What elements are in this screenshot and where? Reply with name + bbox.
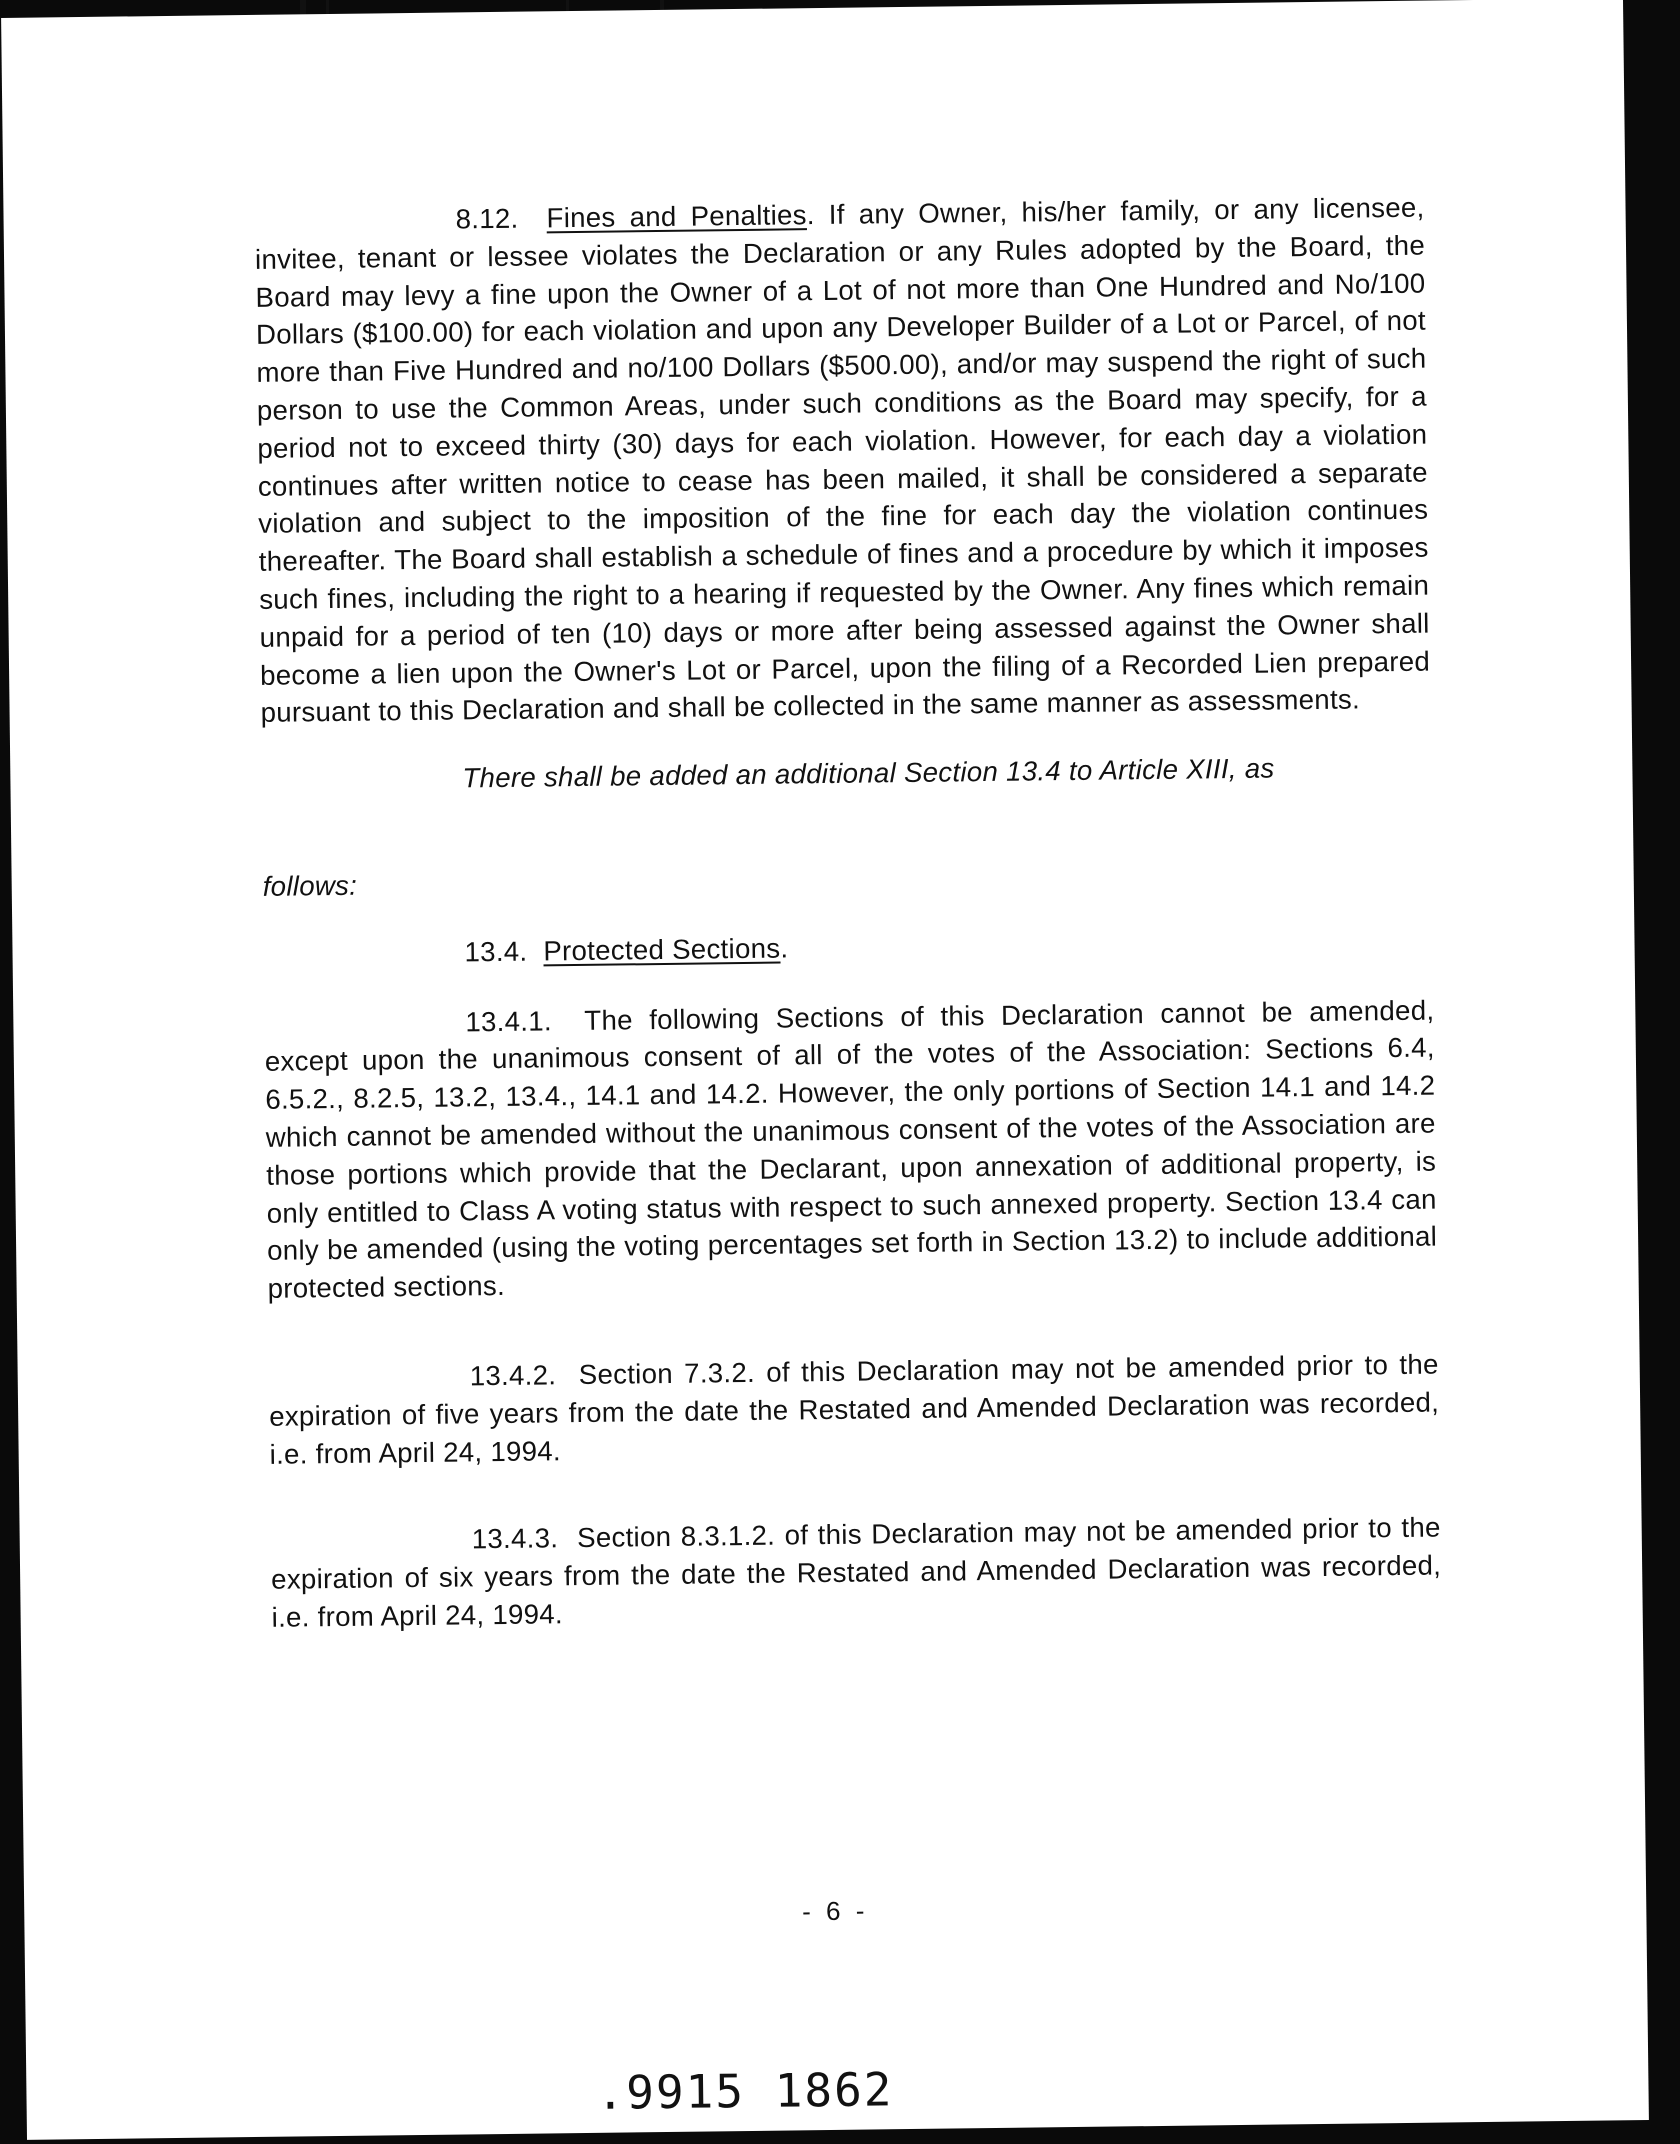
section-13-4-trail: .	[780, 932, 789, 964]
section-13-4-1	[264, 991, 1438, 1308]
section-8-12-heading: Fines and Penalties	[546, 199, 807, 234]
section-13-4-2-body: Section 7.3.2. of this Declaration may not be amended prior to the expiration of five years from the date the Restated and Amended Declaration was recorded, i.e. from April 24, 1994.	[269, 1348, 1440, 1470]
addition-intro-follows	[263, 854, 1433, 906]
section-8-12-number: 8.12.	[455, 202, 519, 235]
section-13-4-number: 13.4.	[464, 935, 528, 968]
document-body	[254, 189, 1441, 1637]
document-stamp-number: .9915 1862	[596, 2062, 894, 2120]
section-13-4-1-number: 13.4.1.	[465, 1004, 553, 1037]
section-13-4-3	[271, 1509, 1442, 1637]
section-8-12-body: . If any Owner, his/her family, or any licensee, invitee, tenant or lessee violates the Declaration or any Rules adopted by the Board, the Board may levy a fine upon the Owner of a Lot of not more than One Hundred and No/100 Dollars ($100.00) for each violation and upon any Developer Builder of a Lot or Parcel, of not more than Five Hundred and no/100 Dollars ($500.00), and/or may suspend the right of such person to use the Common Areas, under such conditions as the Board may specify, for a period not to exceed thirty (30) days for each violation. However, for each day a violation continues after written notice to cease has been mailed, it shall be considered a separate violation and subject to the imposition of the fine for each day the violation continues thereafter. The Board shall establish a schedule of fines and a procedure by which it imposes such fines, including the right to a hearing if requested by the Owner. Any fines which remain unpaid for a period of ten (10) days or more after being assessed against the Owner shall become a lien upon the Owner's Lot or Parcel, upon the filing of a Recorded Lien prepared pursuant to this Declaration and shall be collected in the same manner as assessments.	[254, 191, 1431, 729]
section-13-4-2-number: 13.4.2.	[469, 1359, 557, 1392]
addition-intro	[261, 748, 1431, 800]
section-13-4-3-number: 13.4.3.	[471, 1522, 559, 1555]
section-13-4-3-body: Section 8.3.1.2. of this Declaration may not be amended prior to the expiration of six years from the date the Restated and Amended Declaration was recorded, i.e. from April 24, 1994.	[271, 1511, 1442, 1633]
document-page	[1, 0, 1649, 2140]
section-13-4	[263, 921, 1433, 973]
section-8-12	[254, 189, 1430, 732]
section-13-4-1-body: The following Sections of this Declaration cannot be amended, except upon the unanimous consent of all of the votes of the Association: Sections 6.4, 6.5.2., 8.2.5, 13.2, 13.4., 14.1 and 14.2. However, the only portions of Section 14.1 and 14.2 which cannot be amended without the unanimous consent of the votes of the Association are those portions which provide that the Declarant, upon annexation of additional property, is only entitled to Class A voting status with respect to such annexed property. Section 13.4 can only be amended (using the voting percentages set forth in Section 13.2) to include additional protected sections.	[264, 994, 1438, 1304]
section-13-4-heading: Protected Sections	[543, 932, 781, 967]
addition-intro-line2: follows:	[262, 869, 358, 902]
section-13-4-2	[269, 1345, 1440, 1473]
page-number: - 6 -	[801, 1895, 869, 1927]
addition-intro-line1: There shall be added an additional Section 13.4 to Article XIII, as	[462, 752, 1275, 794]
